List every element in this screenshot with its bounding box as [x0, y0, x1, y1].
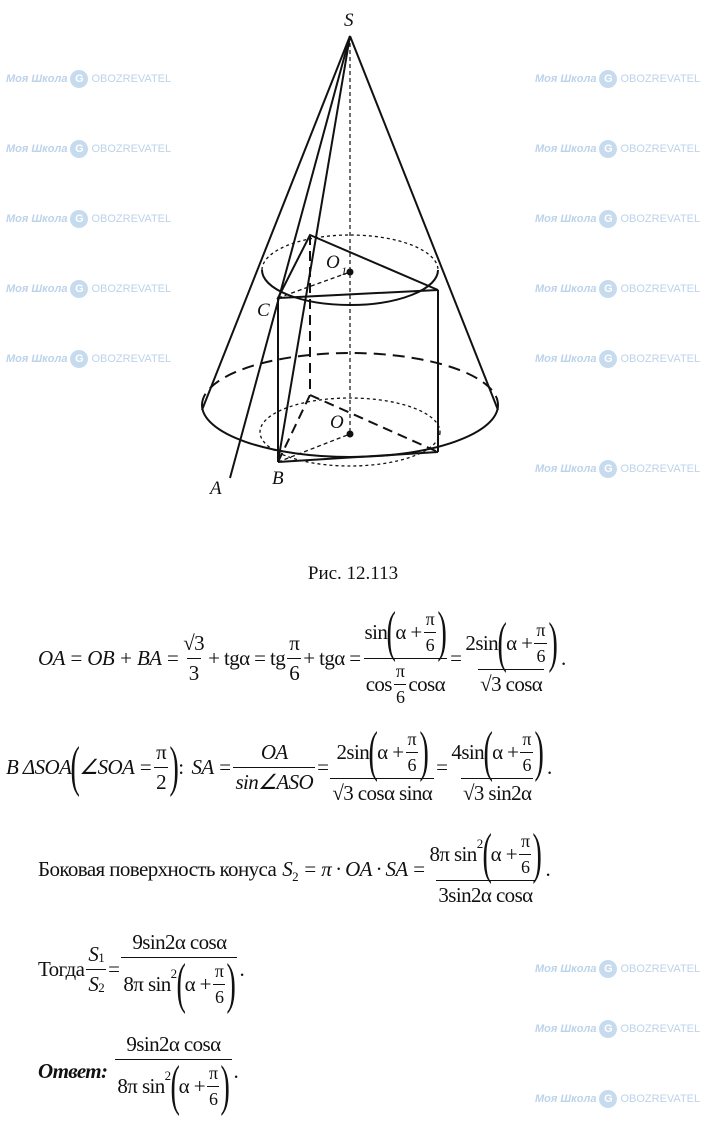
- denominator: 6: [424, 632, 436, 656]
- watermark-logo-icon: G: [599, 960, 617, 978]
- denominator: √3 cosα sinα: [330, 778, 434, 806]
- eq-text: cos: [365, 672, 392, 696]
- label-S: S: [344, 10, 354, 31]
- eq-text: ( α +: [492, 739, 519, 764]
- watermark-brand: Моя Школа: [6, 142, 68, 155]
- watermark-logo-icon: G: [599, 70, 617, 88]
- eq-text: .: [560, 645, 566, 670]
- watermark-brand: Моя Школа: [535, 1022, 597, 1035]
- figure-caption: Рис. 12.113: [307, 563, 399, 584]
- numerator: π: [208, 1062, 218, 1083]
- label-O1: O: [326, 252, 340, 273]
- label-A: A: [210, 478, 222, 499]
- watermark: [535, 1020, 700, 1038]
- numerator: π: [520, 830, 530, 851]
- eq-text: 8π sin: [117, 1073, 165, 1098]
- eq-text: ( α +: [377, 739, 404, 764]
- eq-text: ( α +: [490, 841, 517, 866]
- watermark-logo-icon: G: [599, 280, 617, 298]
- numerator: π: [395, 661, 405, 681]
- watermark-brand: OBOZREVATEL: [620, 352, 701, 365]
- prism-top: [278, 235, 438, 298]
- watermark-brand: OBOZREVATEL: [620, 462, 701, 475]
- numerator: π: [522, 728, 531, 749]
- numerator: π: [289, 630, 300, 655]
- watermark-brand: OBOZREVATEL: [620, 1092, 701, 1105]
- equation-lateral-surface: [38, 830, 550, 908]
- watermark-brand: Моя Школа: [535, 962, 597, 975]
- watermark-brand: Моя Школа: [535, 352, 597, 365]
- subscript: 2: [98, 980, 105, 995]
- eq-text: .: [239, 956, 245, 981]
- eq-text: Боковая поверхность конуса: [38, 856, 277, 881]
- watermark-brand: OBOZREVATEL: [91, 72, 172, 85]
- eq-text: 8π sin: [123, 971, 171, 996]
- watermark-brand: OBOZREVATEL: [91, 212, 172, 225]
- eq-text: 8π sin: [429, 841, 477, 866]
- eq-text: =: [450, 645, 462, 670]
- eq-text: В ΔSOA: [6, 754, 72, 779]
- label-B: B: [272, 468, 284, 489]
- numerator: π: [407, 728, 416, 749]
- superscript: 2: [170, 966, 177, 981]
- watermark-brand: OBOZREVATEL: [620, 282, 701, 295]
- eq-text: ( α +: [395, 619, 422, 644]
- eq-text: 4sin: [451, 739, 485, 764]
- numerator: 9sin2α cosα: [132, 930, 227, 954]
- denominator: 6: [406, 752, 418, 776]
- denominator: 6: [213, 984, 225, 1008]
- eq-text: cosα: [408, 672, 445, 696]
- watermark-logo-icon: G: [70, 70, 88, 88]
- eq-text: ( α +: [178, 1073, 205, 1098]
- watermark-logo-icon: G: [599, 350, 617, 368]
- eq-text: 2sin: [336, 739, 370, 764]
- watermark-brand: Моя Школа: [6, 282, 68, 295]
- numerator: π: [156, 739, 167, 764]
- eq-text: .: [233, 1058, 239, 1083]
- answer-label: Ответ:: [38, 1058, 108, 1083]
- eq-text: + tgα =: [303, 645, 361, 670]
- watermark: [535, 960, 700, 978]
- equation-OA: [38, 608, 566, 708]
- eq-text: .: [545, 856, 551, 881]
- point-O1: [348, 270, 353, 275]
- watermark-brand: Моя Школа: [6, 72, 68, 85]
- watermark-brand: OBOZREVATEL: [91, 352, 172, 365]
- eq-text: ( α +: [506, 630, 533, 655]
- numerator: √3: [183, 630, 205, 655]
- watermark-brand: Моя Школа: [535, 72, 597, 85]
- eq-text: Тогда: [38, 956, 85, 981]
- watermark-brand: OBOZREVATEL: [91, 142, 172, 155]
- denominator: 6: [207, 1086, 219, 1110]
- numerator: OA: [260, 739, 288, 764]
- watermark-brand: Моя Школа: [6, 212, 68, 225]
- denominator: √3 cosα: [478, 669, 544, 697]
- denominator: 6: [394, 684, 406, 708]
- watermark-brand: OBOZREVATEL: [91, 282, 172, 295]
- watermark-logo-icon: G: [599, 1020, 617, 1038]
- watermark-brand: Моя Школа: [535, 1092, 597, 1105]
- subscript: 1: [98, 950, 105, 965]
- superscript: 2: [164, 1068, 171, 1083]
- eq-text: =: [108, 956, 120, 981]
- watermark-logo-icon: G: [70, 280, 88, 298]
- denominator: sin∠ASO: [233, 767, 315, 795]
- equation-SA: [6, 728, 552, 806]
- equation-ratio: [38, 930, 244, 1008]
- watermark-brand: Моя Школа: [6, 352, 68, 365]
- eq-text: .: [546, 754, 552, 779]
- eq-text: + tgα = tg: [208, 645, 286, 670]
- denominator: √3 sin2α: [461, 778, 534, 806]
- watermark-brand: Моя Школа: [535, 462, 597, 475]
- watermark-brand: OBOZREVATEL: [620, 1022, 701, 1035]
- denominator: 6: [520, 752, 532, 776]
- numerator: 9sin2α cosα: [126, 1032, 221, 1056]
- label-O1-sub: 1: [341, 264, 347, 278]
- watermark-brand: OBOZREVATEL: [620, 212, 701, 225]
- denominator: 6: [534, 643, 546, 667]
- label-O: O: [330, 412, 344, 433]
- eq-text: SA =: [191, 754, 232, 779]
- watermark-logo-icon: G: [70, 210, 88, 228]
- watermark-logo-icon: G: [70, 140, 88, 158]
- cone-cylinder-figure: [0, 0, 706, 560]
- denominator: 3sin2α cosα: [436, 880, 534, 908]
- denominator: 6: [519, 854, 531, 878]
- label-C: C: [257, 300, 270, 321]
- eq-text: sin: [364, 619, 388, 644]
- eq-text: S: [88, 971, 99, 996]
- eq-text: ( ∠SOA =: [79, 754, 153, 779]
- numerator: π: [425, 608, 435, 629]
- watermark-brand: Моя Школа: [535, 282, 597, 295]
- watermark: [535, 1090, 700, 1108]
- watermark-brand: OBOZREVATEL: [620, 962, 701, 975]
- watermark-logo-icon: G: [599, 1090, 617, 1108]
- eq-text: = π · OA · SA =: [303, 856, 426, 881]
- watermark-brand: OBOZREVATEL: [620, 142, 701, 155]
- cone-edge-right: [350, 36, 498, 410]
- denominator: 6: [287, 658, 301, 686]
- numerator: π: [536, 619, 545, 640]
- subscript: 2: [292, 869, 298, 884]
- eq-text: 2sin: [465, 630, 499, 655]
- answer: [38, 1032, 238, 1110]
- watermark-brand: Моя Школа: [535, 212, 597, 225]
- point-O: [348, 432, 353, 437]
- watermark-logo-icon: G: [599, 210, 617, 228]
- eq-text: ( α +: [184, 971, 211, 996]
- eq-text: S: [88, 941, 99, 966]
- eq-text: =: [436, 754, 448, 779]
- watermark-logo-icon: G: [599, 140, 617, 158]
- denominator: 3: [187, 658, 201, 686]
- eq-text: OA = OB + BA =: [38, 645, 180, 670]
- watermark-logo-icon: G: [599, 460, 617, 478]
- watermark-brand: OBOZREVATEL: [620, 72, 701, 85]
- numerator: π: [214, 960, 224, 981]
- eq-text: =: [317, 754, 329, 779]
- eq-text: :: [178, 754, 184, 779]
- superscript: 2: [476, 836, 483, 851]
- watermark-brand: Моя Школа: [535, 142, 597, 155]
- eq-text: S: [282, 856, 293, 881]
- watermark-logo-icon: G: [70, 350, 88, 368]
- denominator: 2: [154, 767, 168, 795]
